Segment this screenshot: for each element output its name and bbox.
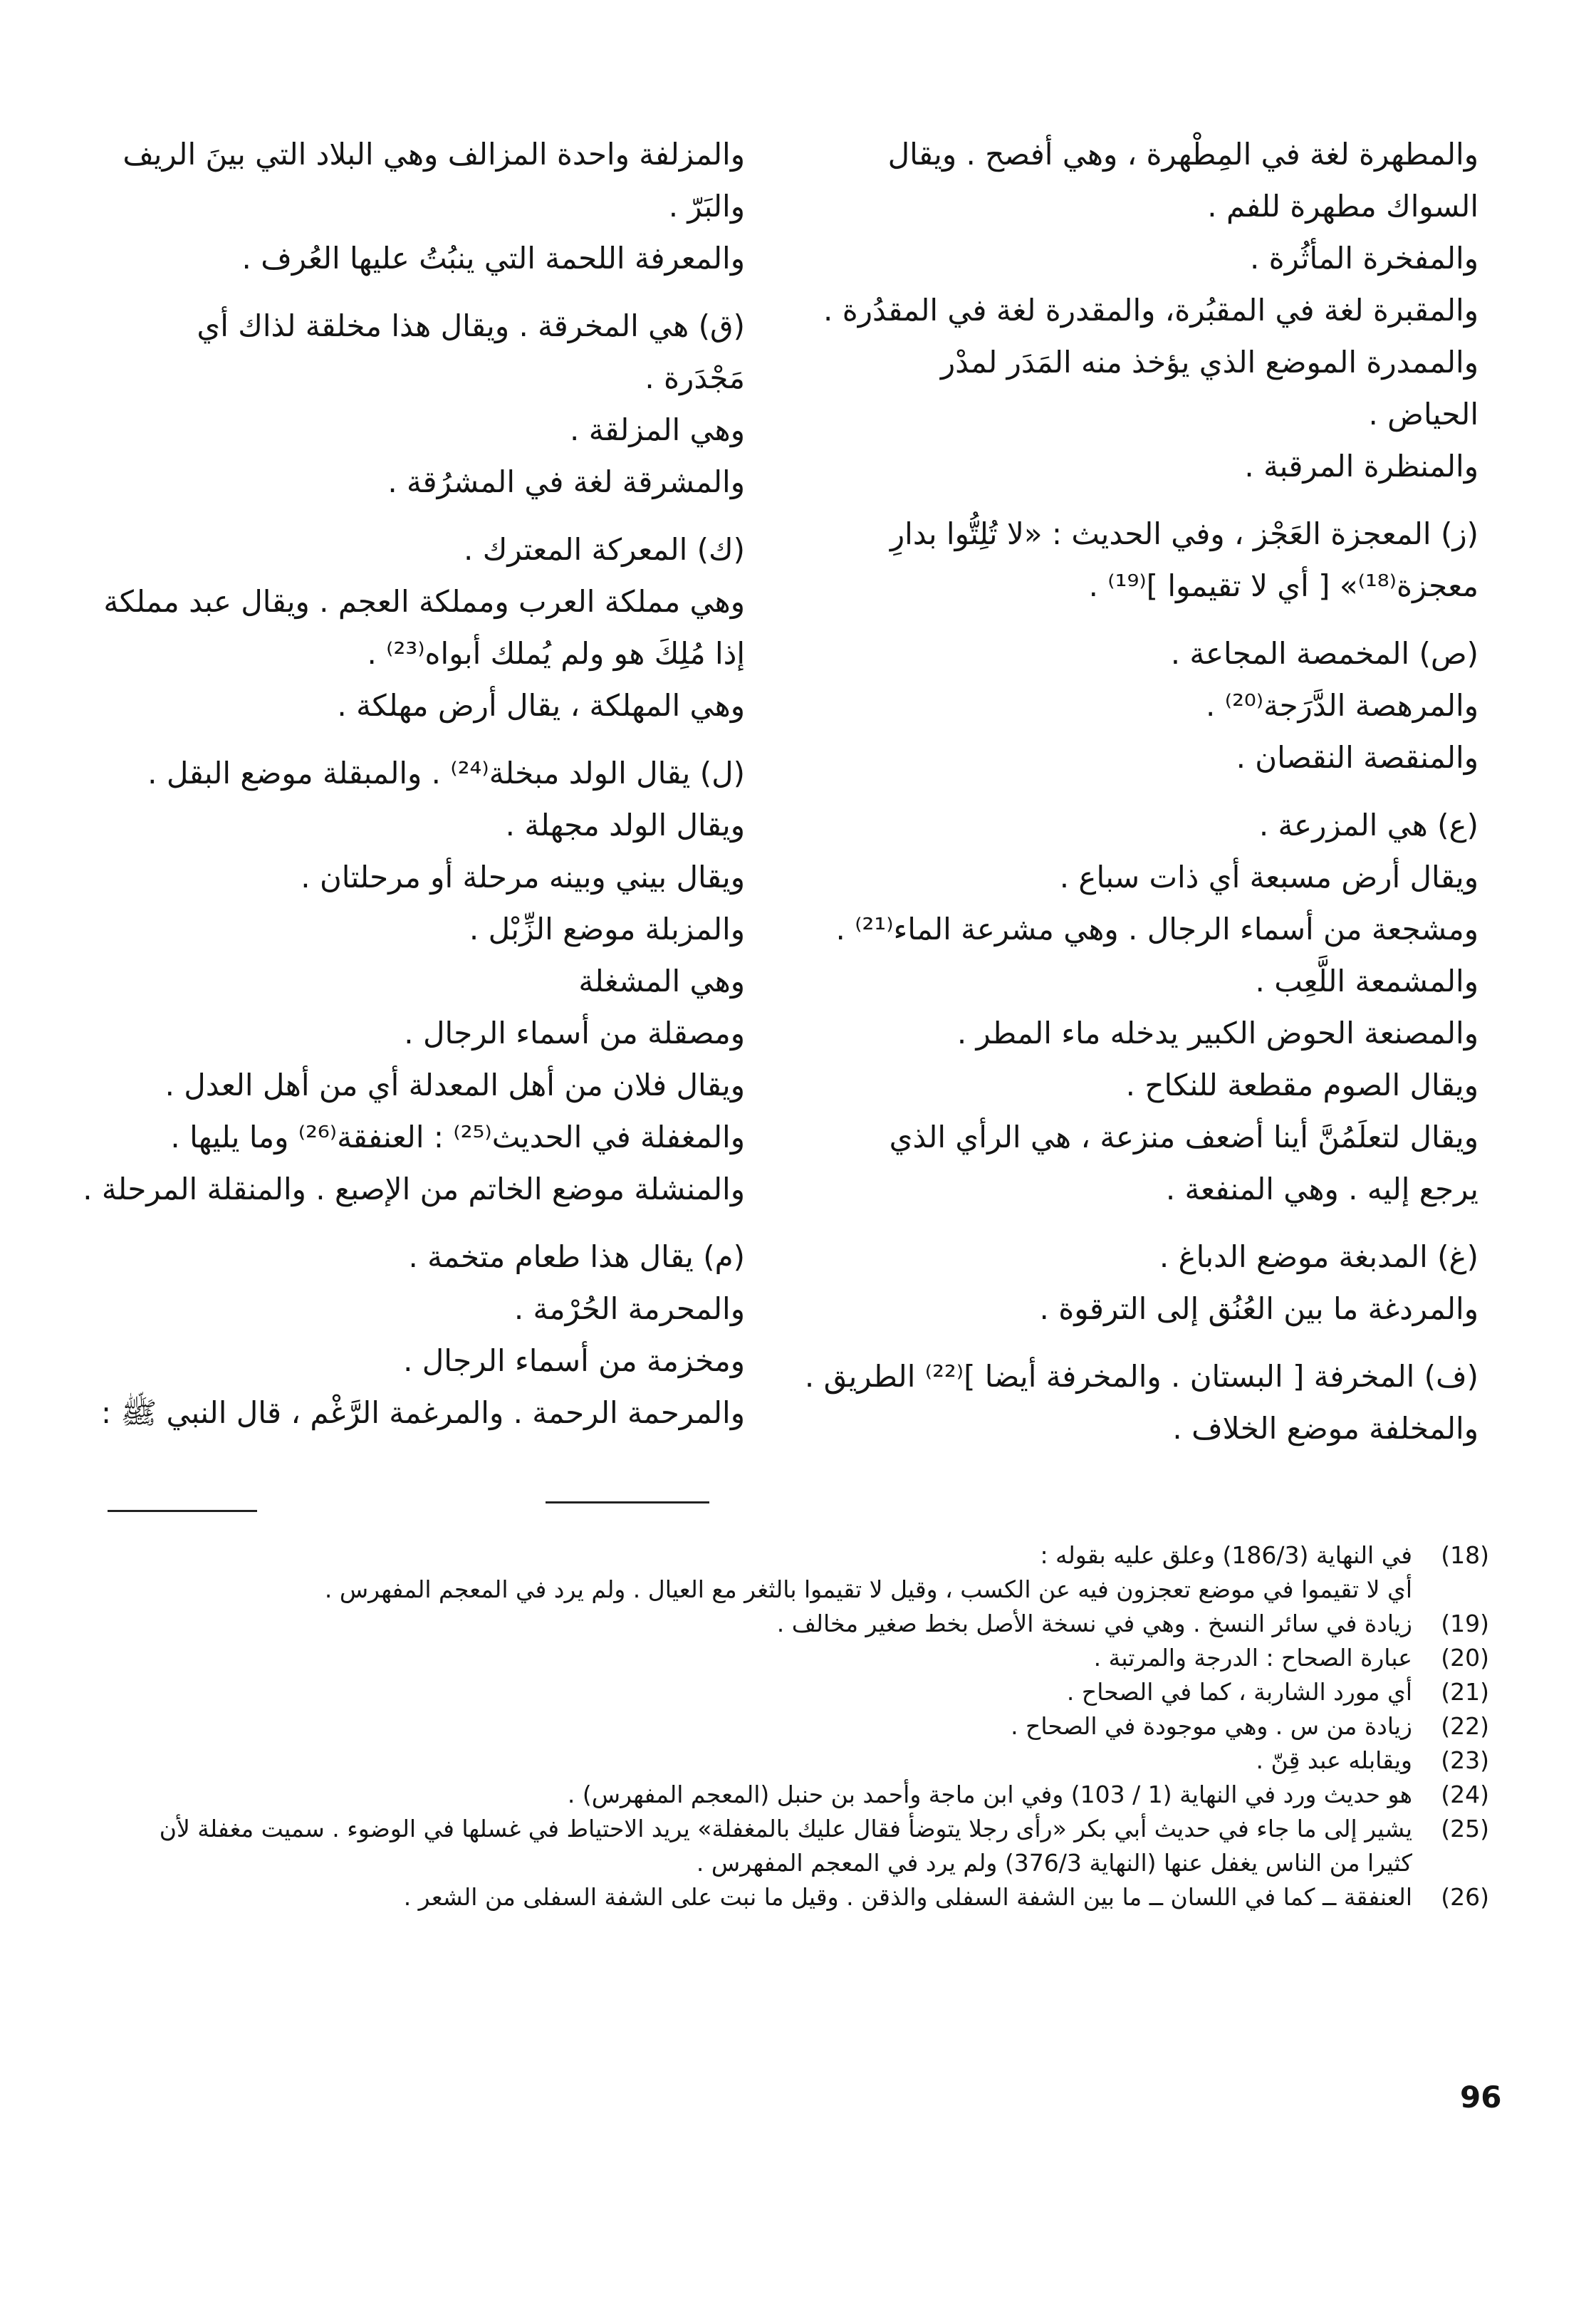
footnote-text: العنفقة ــ كما في اللسان ــ ما بين الشفة السفلى والذقن . وقيل ما نبت على الشفة السفلى من الشعر . — [403, 1883, 1412, 1911]
section-heading-line: (ع) هي المزرعة . — [1258, 808, 1478, 843]
footnote-number: (22) — [1441, 1712, 1489, 1740]
footnote-continuation — [115, 1573, 1489, 1607]
section-heading-line: (ل) يقال الولد مبخلة⁽²⁴⁾ . والمبقلة موضع البقل . — [147, 756, 745, 791]
footnote-number: (20) — [1441, 1644, 1489, 1672]
text-line: يرجع إليه . وهي المنفعة . — [1165, 1172, 1478, 1206]
text-line: والمحرمة الحُرْمة . — [513, 1291, 745, 1326]
footnote-text: في النهاية (186/3) وعلق عليه بقوله : — [1040, 1541, 1412, 1569]
footnote-number: (18) — [1441, 1541, 1489, 1569]
footnote-number: (25) — [1441, 1815, 1489, 1842]
footnote — [115, 1812, 1489, 1846]
text-line: ومشجعة من أسماء الرجال . وهي مشرعة الماء⁽²¹⁾ . — [835, 912, 1478, 947]
footnote-text: زيادة من س . وهي موجودة في الصحاح . — [1011, 1712, 1412, 1740]
text-line: والمصنعة الحوض الكبير يدخله ماء المطر . — [956, 1016, 1478, 1051]
text-line: والمطهرة لغة في المِطْهرة ، وهي أفصح . ويقال — [887, 137, 1478, 172]
text-line: والمنقصة النقصان . — [1236, 740, 1478, 775]
text-line: ويقال بيني وبينه مرحلة أو مرحلتان . — [301, 860, 745, 895]
footnote-text: كثيرا من الناس يغفل عنها (النهاية 376/3) ولم يرد في المعجم المفهرس . — [696, 1849, 1412, 1877]
text-line: والبَرّ . — [668, 189, 745, 224]
text-line: وهي المشغلة — [578, 964, 745, 999]
text-line: ويقال فلان من أهل المعدلة أي من أهل العدل . — [165, 1068, 745, 1103]
text-line: والمفخرة المأثُرة . — [1249, 241, 1478, 276]
text-line: والمنظرة المرقبة . — [1244, 449, 1478, 484]
section-heading-line: (ك) المعركة المعترك . — [464, 532, 745, 567]
footnote-text: أي لا تقيموا في موضع تعجزون فيه عن الكسب ، وقيل لا تقيموا بالثغر مع العيال . ولم يرد في المعجم المفهرس . — [324, 1575, 1412, 1603]
text-line: مَجْدَرة . — [645, 360, 745, 395]
footnote — [115, 1538, 1489, 1573]
text-line: وهي مملكة العرب ومملكة العجم . ويقال عبد مملكة — [103, 584, 745, 619]
footnote-text: زيادة في سائر النسخ . وهي في نسخة الأصل بخط صغير مخالف . — [776, 1610, 1412, 1637]
footnote-text: أي مورد الشاربة ، كما في الصحاح . — [1066, 1678, 1412, 1706]
section-heading-line: (ص) المخمصة المجاعة . — [1170, 636, 1478, 671]
footnote-text: عبارة الصحاح : الدرجة والمرتبة . — [1093, 1644, 1412, 1672]
footnote-text: يشير إلى ما جاء في حديث أبي بكر «رأى رجلا يتوضأ فقال عليك بالمغفلة» يريد الاحتياط في غسلها في الوضوء . سميت مغفلة لأن — [159, 1815, 1412, 1842]
text-line: والمزلفة واحدة المزالف وهي البلاد التي بينَ الريف — [122, 137, 745, 172]
footnote-text: هو حديث ورد في النهاية (1 / 103) وفي ابن ماجة وأحمد بن حنبل (المعجم المفهرس) . — [567, 1781, 1412, 1808]
text-line: والمعرفة اللحمة التي ينبُتُ عليها العُرف . — [241, 241, 745, 276]
footnote-number: (19) — [1441, 1610, 1489, 1637]
text-line: والمنشلة موضع الخاتم من الإصبع . والمنقلة المرحلة . — [83, 1172, 745, 1206]
page-number: 96 — [1460, 2080, 1502, 2115]
text-line: والمشمعة اللَّعِب . — [1255, 964, 1478, 999]
section-heading-line: (ق) هي المخرقة . ويقال هذا مخلقة لذاك أي — [197, 308, 745, 343]
footnote-continuation — [115, 1846, 1489, 1880]
footnote-number: (21) — [1441, 1678, 1489, 1706]
footnote — [115, 1675, 1489, 1709]
word-underline — [546, 1501, 709, 1503]
text-line: ومخزمة من أسماء الرجال . — [403, 1343, 745, 1378]
right-text-column — [802, 128, 1478, 1454]
text-line: وهي المزلقة . — [570, 412, 745, 447]
footnote — [115, 1607, 1489, 1641]
section-heading-line: (غ) المدبغة موضع الدباغ . — [1159, 1239, 1478, 1274]
footnote-number: (23) — [1441, 1746, 1489, 1774]
footnote — [115, 1880, 1489, 1914]
text-line: ويقال الولد مجهلة . — [505, 808, 745, 843]
text-line: والمشرقة لغة في المشرُقة . — [387, 464, 745, 499]
text-line: والمخلفة موضع الخلاف . — [1172, 1411, 1478, 1446]
footnote-separator — [108, 1510, 257, 1512]
footnote — [115, 1641, 1489, 1675]
text-line: والمرهصة الدَّرَجة⁽²⁰⁾ . — [1206, 688, 1478, 723]
footnotes — [115, 1538, 1489, 1914]
text-line: السواك مطهرة للفم . — [1207, 189, 1478, 224]
text-line: والمقبرة لغة في المقبُرة، والمقدرة لغة في المقدُرة . — [823, 293, 1478, 328]
text-line: والمزبلة موضع الزِّبْل . — [469, 912, 745, 947]
text-line: ويقال الصوم مقطعة للنكاح . — [1125, 1068, 1478, 1103]
text-line: ومصقلة من أسماء الرجال . — [404, 1016, 745, 1051]
section-heading-line: (ز) المعجزة العَجْز ، وفي الحديث : «لا تُلِتُّوا بدارِ — [890, 516, 1478, 551]
text-line: معجزة⁽¹⁸⁾» [ أي لا تقيموا ]⁽¹⁹⁾ . — [1088, 568, 1478, 603]
footnote — [115, 1778, 1489, 1812]
text-line: والممدرة الموضع الذي يؤخذ منه المَدَر لمدْر — [940, 345, 1478, 380]
footnote-text: ويقابله عبد قِنّ . — [1256, 1746, 1412, 1774]
text-line: والمردغة ما بين العُنُق إلى الترقوة . — [1039, 1291, 1478, 1326]
section-heading-line: (م) يقال هذا طعام متخمة . — [408, 1239, 745, 1274]
footnote — [115, 1709, 1489, 1744]
left-text-column — [83, 128, 745, 1439]
footnote — [115, 1744, 1489, 1778]
text-line: الحياض . — [1368, 397, 1478, 432]
text-line: والمرحمة الرحمة . والمرغمة الرَّغْم ، قال النبي ﷺ : — [100, 1395, 745, 1430]
text-line: وهي المهلكة ، يقال أرض مهلكة . — [337, 688, 745, 723]
footnote-number: (24) — [1441, 1781, 1489, 1808]
text-line: والمغفلة في الحديث⁽²⁵⁾ : العنفقة⁽²⁶⁾ وما يليها . — [170, 1120, 745, 1154]
footnote-number: (26) — [1441, 1883, 1489, 1911]
text-line: إذا مُلِكَ هو ولم يُملك أبواه⁽²³⁾ . — [367, 636, 745, 671]
text-line: ويقال أرض مسبعة أي ذات سباع . — [1059, 860, 1478, 895]
text-line: ويقال لتعلَمُنَّ أينا أضعف منزعة ، هي الرأي الذي — [889, 1120, 1478, 1154]
section-heading-line: (ف) المخرفة [ البستان . والمخرفة أيضا ]⁽²²⁾ الطريق . — [804, 1359, 1478, 1394]
